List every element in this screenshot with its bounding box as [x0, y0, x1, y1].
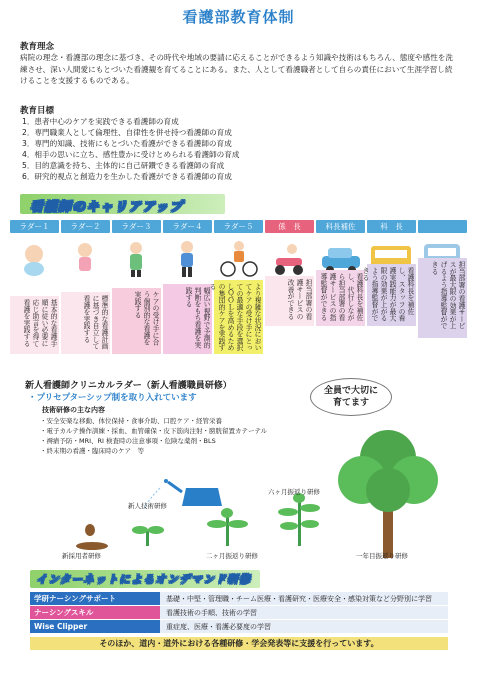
stage-label-assistant-manager: 科長補佐: [316, 220, 365, 233]
philosophy-text: 病院の理念・看護部の理念に基づき、その時代や地域の要請に応えることができるよう知識や技術はもちろん、態度や感性を洗練させ、深い人間愛にもとづいた看護観を育てることにある。また、人として看護職者として自らの責任において生涯学習し続けることを支援するものである。: [20, 53, 453, 85]
speech-text: 全員で大切に育てます: [323, 386, 378, 408]
stage-two-month-label: 二ヶ月振返り研修: [206, 552, 258, 560]
stage-six-month-label: 六ヶ月振返り研修: [268, 488, 320, 496]
footer-note: そのほか、道内・道外における各種研修・学会発表等に支援を行っています。: [30, 637, 448, 650]
topic-item: ・終末期の看護・臨床時のケア 等: [40, 447, 144, 455]
ondemand-name: ナーシングスキル: [30, 606, 160, 619]
stage-desc-manager: 看護科長を補佐し、スタッフの看護実践能力が最大限の効果が上がるよう指導監督ができる: [367, 264, 416, 326]
stage-desc-ladder5: より複雑な状況においてケアの受け手にとっての最適な手段を選択しＱＯＬを高めるための集団的ケアを実践する: [214, 280, 263, 354]
stage-label-ladder1: ラダー１: [10, 220, 59, 233]
ondemand-desc: 看護技術の手順、技術の学習: [160, 606, 448, 619]
stage-label-manager: 科 長: [367, 220, 416, 233]
stage-label-ladder4: ラダー４: [163, 220, 212, 233]
career-stage-labels: [10, 220, 467, 234]
ladder-title: 新人看護師クリニカルラダー（新人看護職員研修）: [25, 381, 232, 391]
stage-label-chief: 係 長: [265, 220, 314, 233]
topic-item: ・褥瘡予防・MRI、RI 検査時の注意事項・危険な薬剤・BLS: [40, 437, 216, 445]
ondemand-desc: 基礎・中堅・管理職・チーム医療・看護研究・医療安全・感染対策など分野別に学習: [160, 592, 448, 605]
career-descriptions: [10, 261, 467, 366]
stage-desc-extra: 担当部署の看護サービスが最大限の効果が上げるよう指導監督ができる: [418, 258, 467, 338]
ladder-subtitle: ・プリセプターシップ制を取り入れています: [28, 393, 197, 403]
stage-seed-label: 新採用者研修: [62, 552, 101, 560]
stage-desc-chief: 担当部署の看護サービスの改善ができる: [265, 276, 314, 326]
topic-item: ・安全安楽な移動、体位保持・食事介助、口腔ケア・経管栄養: [40, 417, 222, 425]
ondemand-row: [30, 620, 448, 633]
goal-item: 4．相手の思いに立ち、感性豊かに受けとめられる看護師の育成: [22, 150, 240, 159]
topics-heading: 技術研修の主な内容: [42, 406, 105, 414]
stage-sprout-label: 新人技術研修: [128, 502, 167, 510]
goal-item: 1．患者中心のケアを実践できる看護師の育成: [22, 117, 179, 126]
stage-one-year-label: 一年目振返り研修: [356, 552, 408, 560]
goals-list: [22, 116, 239, 182]
goal-item: 6．研究的視点と創造力を生かした看護ができる看護師の育成: [22, 172, 232, 181]
ondemand-name: 学研ナーシングサポート: [30, 592, 160, 605]
ondemand-banner: インターネットによるオンデマンド研修: [36, 573, 252, 586]
stage-label-ladder3: ラダー３: [112, 220, 161, 233]
topic-item: ・電子カルテ操作訓練・採血、血管確保・皮下筋肉注射・膀胱留置カテーテル: [40, 427, 268, 435]
goal-item: 3．専門的知識、技術にもとづいた看護ができる看護師の育成: [22, 139, 232, 148]
ondemand-row: [30, 606, 448, 619]
goal-item: 2．専門職業人として倫理性、自律性を併せ持つ看護師の育成: [22, 128, 232, 137]
ondemand-table: [30, 592, 448, 633]
speech-bubble: [310, 378, 392, 416]
stage-desc-ladder3: ケアの受け手に合う個別的な看護を実践する: [112, 288, 161, 354]
stage-label-ladder5: ラダー５: [214, 220, 263, 233]
stage-desc-assistant-manager: 看護科長を補佐し、代行しながら担当部署の看護サービスの指導監督ができる: [316, 270, 365, 326]
stage-label-ladder2: ラダー２: [61, 220, 110, 233]
ondemand-row: [30, 592, 448, 605]
goals-heading: 教育目標: [20, 106, 55, 116]
ondemand-desc: 重症度、医療・看護必要度の学習: [160, 620, 448, 633]
stage-label-extra: [418, 220, 467, 233]
stage-desc-ladder2: 標準的な看護計画に基づき自立して看護を実践する: [61, 292, 110, 354]
goal-item: 5．目的意識を持ち、主体的に自己研鑽できる看護師の育成: [22, 161, 225, 170]
stage-desc-ladder1: 基本的な看護手順に従い必要に応じ助言を得て看護を実践する: [10, 296, 59, 354]
philosophy-heading: 教育理念: [20, 42, 55, 52]
ondemand-name: Wise Clipper: [30, 620, 160, 633]
career-banner: 看護師のキャリアアップ: [30, 200, 184, 215]
topics-list: [40, 416, 267, 456]
page-title: 看護部教育体制: [182, 8, 295, 26]
stage-desc-ladder4: 幅広い視野で予測的判断をもち看護を実践する: [163, 284, 212, 354]
